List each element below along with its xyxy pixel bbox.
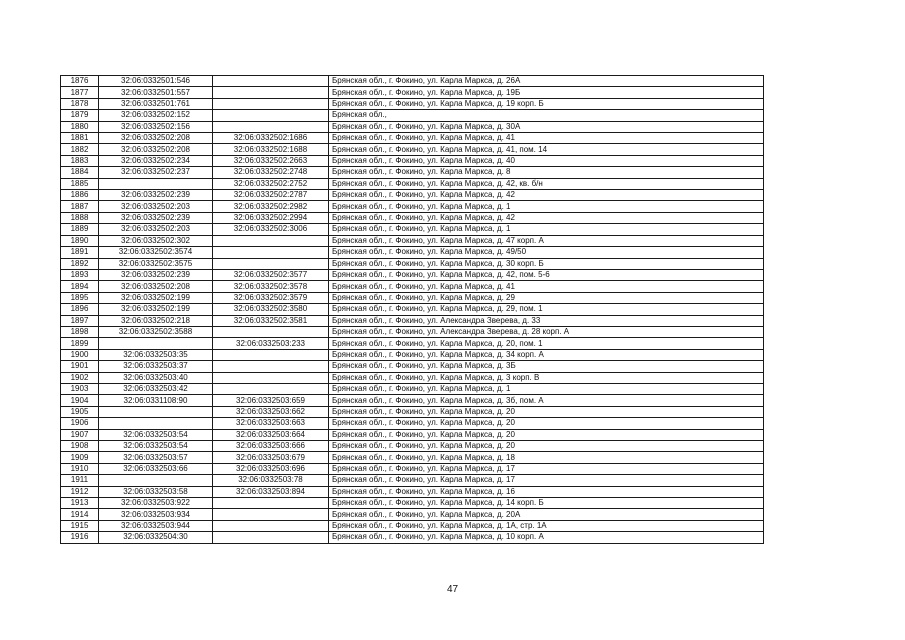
cadastral-number-cell (99, 178, 213, 189)
table-row (61, 292, 764, 303)
row-number-cell: 1913 (61, 498, 99, 509)
address-cell: Брянская обл., г. Фокино, ул. Карла Маркса, д. 10 корп. А (329, 532, 764, 543)
row-number-cell: 1903 (61, 383, 99, 394)
building-cadastral-cell: 32:06:0332502:3006 (213, 224, 329, 235)
row-number-cell: 1892 (61, 258, 99, 269)
row-number-cell: 1906 (61, 418, 99, 429)
table-row (61, 269, 764, 280)
address-cell: Брянская обл., г. Фокино, ул. Карла Маркса, д. 20 (329, 429, 764, 440)
address-cell: Брянская обл., г. Фокино, ул. Карла Маркса, д. 1А, стр. 1А (329, 520, 764, 531)
cadastral-number-cell: 32:06:0332502:239 (99, 190, 213, 201)
cadastral-number-cell: 32:06:0332503:35 (99, 349, 213, 360)
cadastral-number-cell: 32:06:0332502:156 (99, 121, 213, 132)
row-number-cell: 1905 (61, 406, 99, 417)
building-cadastral-cell: 32:06:0332503:696 (213, 463, 329, 474)
address-cell: Брянская обл., г. Фокино, ул. Карла Маркса, д. 29 (329, 292, 764, 303)
address-cell: Брянская обл., (329, 110, 764, 121)
building-cadastral-cell (213, 498, 329, 509)
building-cadastral-cell (213, 121, 329, 132)
table-row (61, 532, 764, 543)
address-cell: Брянская обл., г. Фокино, ул. Карла Маркса, д. 1 (329, 201, 764, 212)
cadastral-number-cell: 32:06:0332503:58 (99, 486, 213, 497)
building-cadastral-cell (213, 349, 329, 360)
row-number-cell: 1909 (61, 452, 99, 463)
building-cadastral-cell: 32:06:0332503:894 (213, 486, 329, 497)
building-cadastral-cell: 32:06:0332502:2982 (213, 201, 329, 212)
cadastral-number-cell (99, 475, 213, 486)
building-cadastral-cell: 32:06:0332503:664 (213, 429, 329, 440)
table-row (61, 212, 764, 223)
address-cell: Брянская обл., г. Фокино, ул. Карла Маркса, д. 49/50 (329, 247, 764, 258)
table-row (61, 315, 764, 326)
cadastral-number-cell: 32:06:0332503:42 (99, 383, 213, 394)
address-cell: Брянская обл., г. Фокино, ул. Карла Маркса, д. 34 корп. А (329, 349, 764, 360)
building-cadastral-cell (213, 110, 329, 121)
address-cell: Брянская обл., г. Фокино, ул. Карла Маркса, д. 42 (329, 190, 764, 201)
address-cell: Брянская обл., г. Фокино, ул. Карла Маркса, д. 42 (329, 212, 764, 223)
table-row (61, 76, 764, 87)
building-cadastral-cell (213, 532, 329, 543)
row-number-cell: 1883 (61, 155, 99, 166)
row-number-cell: 1907 (61, 429, 99, 440)
cadastral-number-cell: 32:06:0332502:208 (99, 281, 213, 292)
cadastral-number-cell (99, 418, 213, 429)
row-number-cell: 1901 (61, 361, 99, 372)
address-cell: Брянская обл., г. Фокино, ул. Карла Маркса, д. 30А (329, 121, 764, 132)
address-cell: Брянская обл., г. Фокино, ул. Карла Маркса, д. 14 корп. Б (329, 498, 764, 509)
address-cell: Брянская обл., г. Фокино, ул. Карла Маркса, д. 26А (329, 76, 764, 87)
cadastral-table (60, 75, 764, 544)
building-cadastral-cell: 32:06:0332502:1686 (213, 133, 329, 144)
building-cadastral-cell (213, 87, 329, 98)
building-cadastral-cell (213, 76, 329, 87)
address-cell: Брянская обл., г. Фокино, ул. Александра Зверева, д. 28 корп. А (329, 326, 764, 337)
address-cell: Брянская обл., г. Фокино, ул. Карла Маркса, д. 41 (329, 281, 764, 292)
table-body (61, 76, 764, 544)
building-cadastral-cell (213, 361, 329, 372)
address-cell: Брянская обл., г. Фокино, ул. Карла Маркса, д. 30 корп. Б (329, 258, 764, 269)
building-cadastral-cell: 32:06:0332502:1688 (213, 144, 329, 155)
address-cell: Брянская обл., г. Фокино, ул. Карла Маркса, д. 16 (329, 486, 764, 497)
row-number-cell: 1886 (61, 190, 99, 201)
cadastral-number-cell: 32:06:0331108:90 (99, 395, 213, 406)
cadastral-number-cell: 32:06:0332503:54 (99, 441, 213, 452)
row-number-cell: 1879 (61, 110, 99, 121)
building-cadastral-cell: 32:06:0332503:663 (213, 418, 329, 429)
table-row (61, 144, 764, 155)
row-number-cell: 1902 (61, 372, 99, 383)
address-cell: Брянская обл., г. Фокино, ул. Карла Маркса, д. 47 корп. А (329, 235, 764, 246)
address-cell: Брянская обл., г. Фокино, ул. Карла Маркса, д. 20А (329, 509, 764, 520)
table-row (61, 498, 764, 509)
building-cadastral-cell: 32:06:0332502:3577 (213, 269, 329, 280)
building-cadastral-cell (213, 235, 329, 246)
row-number-cell: 1899 (61, 338, 99, 349)
cadastral-number-cell: 32:06:0332502:199 (99, 292, 213, 303)
table-row (61, 475, 764, 486)
row-number-cell: 1916 (61, 532, 99, 543)
building-cadastral-cell: 32:06:0332502:2748 (213, 167, 329, 178)
cadastral-number-cell (99, 338, 213, 349)
building-cadastral-cell: 32:06:0332503:659 (213, 395, 329, 406)
building-cadastral-cell: 32:06:0332502:2994 (213, 212, 329, 223)
table-row (61, 441, 764, 452)
address-cell: Брянская обл., г. Фокино, ул. Карла Маркса, д. 20 (329, 441, 764, 452)
address-cell: Брянская обл., г. Фокино, ул. Карла Маркса, д. 8 (329, 167, 764, 178)
building-cadastral-cell: 32:06:0332503:666 (213, 441, 329, 452)
building-cadastral-cell: 32:06:0332502:2787 (213, 190, 329, 201)
building-cadastral-cell: 32:06:0332502:3578 (213, 281, 329, 292)
address-cell: Брянская обл., г. Фокино, ул. Карла Маркса, д. 20 (329, 418, 764, 429)
row-number-cell: 1897 (61, 315, 99, 326)
row-number-cell: 1888 (61, 212, 99, 223)
table-row (61, 133, 764, 144)
table-row (61, 281, 764, 292)
table-row (61, 110, 764, 121)
row-number-cell: 1910 (61, 463, 99, 474)
building-cadastral-cell: 32:06:0332503:662 (213, 406, 329, 417)
address-cell: Брянская обл., г. Фокино, ул. Карла Маркса, д. 3Б (329, 361, 764, 372)
row-number-cell: 1895 (61, 292, 99, 303)
cadastral-number-cell: 32:06:0332501:761 (99, 98, 213, 109)
table-row (61, 87, 764, 98)
cadastral-number-cell: 32:06:0332502:302 (99, 235, 213, 246)
row-number-cell: 1887 (61, 201, 99, 212)
address-cell: Брянская обл., г. Фокино, ул. Карла Маркса, д. 1 (329, 383, 764, 394)
table-row (61, 338, 764, 349)
row-number-cell: 1881 (61, 133, 99, 144)
address-cell: Брянская обл., г. Фокино, ул. Карла Маркса, д. 41, пом. 14 (329, 144, 764, 155)
table-row (61, 463, 764, 474)
table-row (61, 372, 764, 383)
row-number-cell: 1889 (61, 224, 99, 235)
table-row (61, 178, 764, 189)
cadastral-number-cell: 32:06:0332503:66 (99, 463, 213, 474)
address-cell: Брянская обл., г. Фокино, ул. Карла Маркса, д. 19Б (329, 87, 764, 98)
address-cell: Брянская обл., г. Фокино, ул. Карла Маркса, д. 17 (329, 475, 764, 486)
address-cell: Брянская обл., г. Фокино, ул. Карла Маркса, д. 20, пом. 1 (329, 338, 764, 349)
address-cell: Брянская обл., г. Фокино, ул. Александра Зверева, д. 33 (329, 315, 764, 326)
table-row (61, 98, 764, 109)
address-cell: Брянская обл., г. Фокино, ул. Карла Маркса, д. 42, кв. б/н (329, 178, 764, 189)
cadastral-number-cell: 32:06:0332502:208 (99, 133, 213, 144)
building-cadastral-cell (213, 326, 329, 337)
address-cell: Брянская обл., г. Фокино, ул. Карла Маркса, д. 40 (329, 155, 764, 166)
cadastral-number-cell: 32:06:0332502:218 (99, 315, 213, 326)
row-number-cell: 1908 (61, 441, 99, 452)
address-cell: Брянская обл., г. Фокино, ул. Карла Маркса, д. 42, пом. 5-6 (329, 269, 764, 280)
row-number-cell: 1876 (61, 76, 99, 87)
building-cadastral-cell: 32:06:0332502:3581 (213, 315, 329, 326)
cadastral-number-cell: 32:06:0332502:3588 (99, 326, 213, 337)
row-number-cell: 1911 (61, 475, 99, 486)
row-number-cell: 1893 (61, 269, 99, 280)
building-cadastral-cell (213, 98, 329, 109)
table-row (61, 304, 764, 315)
table-row (61, 235, 764, 246)
table-row (61, 361, 764, 372)
table-row (61, 155, 764, 166)
row-number-cell: 1877 (61, 87, 99, 98)
row-number-cell: 1896 (61, 304, 99, 315)
table-row (61, 349, 764, 360)
row-number-cell: 1878 (61, 98, 99, 109)
table-row (61, 520, 764, 531)
building-cadastral-cell (213, 383, 329, 394)
address-cell: Брянская обл., г. Фокино, ул. Карла Маркса, д. 3б, пом. А (329, 395, 764, 406)
row-number-cell: 1890 (61, 235, 99, 246)
building-cadastral-cell (213, 372, 329, 383)
cadastral-number-cell: 32:06:0332503:54 (99, 429, 213, 440)
cadastral-number-cell: 32:06:0332502:208 (99, 144, 213, 155)
cadastral-number-cell: 32:06:0332502:3575 (99, 258, 213, 269)
cadastral-number-cell: 32:06:0332502:203 (99, 201, 213, 212)
cadastral-number-cell: 32:06:0332503:934 (99, 509, 213, 520)
address-cell: Брянская обл., г. Фокино, ул. Карла Маркса, д. 20 (329, 406, 764, 417)
cadastral-number-cell: 32:06:0332502:199 (99, 304, 213, 315)
cadastral-number-cell: 32:06:0332503:922 (99, 498, 213, 509)
row-number-cell: 1912 (61, 486, 99, 497)
cadastral-number-cell: 32:06:0332502:3574 (99, 247, 213, 258)
table-row (61, 486, 764, 497)
cadastral-number-cell: 32:06:0332501:557 (99, 87, 213, 98)
row-number-cell: 1900 (61, 349, 99, 360)
row-number-cell: 1914 (61, 509, 99, 520)
address-cell: Брянская обл., г. Фокино, ул. Карла Маркса, д. 1 (329, 224, 764, 235)
table-row (61, 247, 764, 258)
table-row (61, 429, 764, 440)
table-row (61, 418, 764, 429)
building-cadastral-cell: 32:06:0332502:2663 (213, 155, 329, 166)
table-row (61, 121, 764, 132)
cadastral-number-cell: 32:06:0332501:546 (99, 76, 213, 87)
row-number-cell: 1884 (61, 167, 99, 178)
cadastral-number-cell: 32:06:0332502:237 (99, 167, 213, 178)
table-row (61, 326, 764, 337)
address-cell: Брянская обл., г. Фокино, ул. Карла Маркса, д. 3 корп. В (329, 372, 764, 383)
cadastral-number-cell: 32:06:0332503:40 (99, 372, 213, 383)
building-cadastral-cell (213, 520, 329, 531)
building-cadastral-cell: 32:06:0332502:3580 (213, 304, 329, 315)
cadastral-number-cell: 32:06:0332502:203 (99, 224, 213, 235)
address-cell: Брянская обл., г. Фокино, ул. Карла Маркса, д. 19 корп. Б (329, 98, 764, 109)
table-row (61, 395, 764, 406)
table-row (61, 190, 764, 201)
table-row (61, 452, 764, 463)
cadastral-number-cell: 32:06:0332503:944 (99, 520, 213, 531)
building-cadastral-cell (213, 509, 329, 520)
building-cadastral-cell (213, 258, 329, 269)
cadastral-number-cell: 32:06:0332502:234 (99, 155, 213, 166)
address-cell: Брянская обл., г. Фокино, ул. Карла Маркса, д. 41 (329, 133, 764, 144)
row-number-cell: 1915 (61, 520, 99, 531)
cadastral-number-cell: 32:06:0332502:152 (99, 110, 213, 121)
cadastral-number-cell: 32:06:0332504:30 (99, 532, 213, 543)
cadastral-number-cell: 32:06:0332503:57 (99, 452, 213, 463)
cadastral-number-cell: 32:06:0332502:239 (99, 212, 213, 223)
row-number-cell: 1904 (61, 395, 99, 406)
building-cadastral-cell: 32:06:0332503:233 (213, 338, 329, 349)
row-number-cell: 1880 (61, 121, 99, 132)
address-cell: Брянская обл., г. Фокино, ул. Карла Маркса, д. 29, пом. 1 (329, 304, 764, 315)
row-number-cell: 1894 (61, 281, 99, 292)
row-number-cell: 1882 (61, 144, 99, 155)
building-cadastral-cell: 32:06:0332503:679 (213, 452, 329, 463)
cadastral-number-cell (99, 406, 213, 417)
cadastral-number-cell: 32:06:0332503:37 (99, 361, 213, 372)
building-cadastral-cell: 32:06:0332502:3579 (213, 292, 329, 303)
table-row (61, 383, 764, 394)
table-row (61, 224, 764, 235)
row-number-cell: 1898 (61, 326, 99, 337)
building-cadastral-cell: 32:06:0332502:2752 (213, 178, 329, 189)
table-row (61, 258, 764, 269)
table-row (61, 406, 764, 417)
building-cadastral-cell (213, 247, 329, 258)
row-number-cell: 1885 (61, 178, 99, 189)
cadastral-number-cell: 32:06:0332502:239 (99, 269, 213, 280)
table-row (61, 167, 764, 178)
building-cadastral-cell: 32:06:0332503:78 (213, 475, 329, 486)
row-number-cell: 1891 (61, 247, 99, 258)
table-row (61, 509, 764, 520)
page-number: 47 (446, 584, 459, 595)
address-cell: Брянская обл., г. Фокино, ул. Карла Маркса, д. 18 (329, 452, 764, 463)
table-row (61, 201, 764, 212)
address-cell: Брянская обл., г. Фокино, ул. Карла Маркса, д. 17 (329, 463, 764, 474)
